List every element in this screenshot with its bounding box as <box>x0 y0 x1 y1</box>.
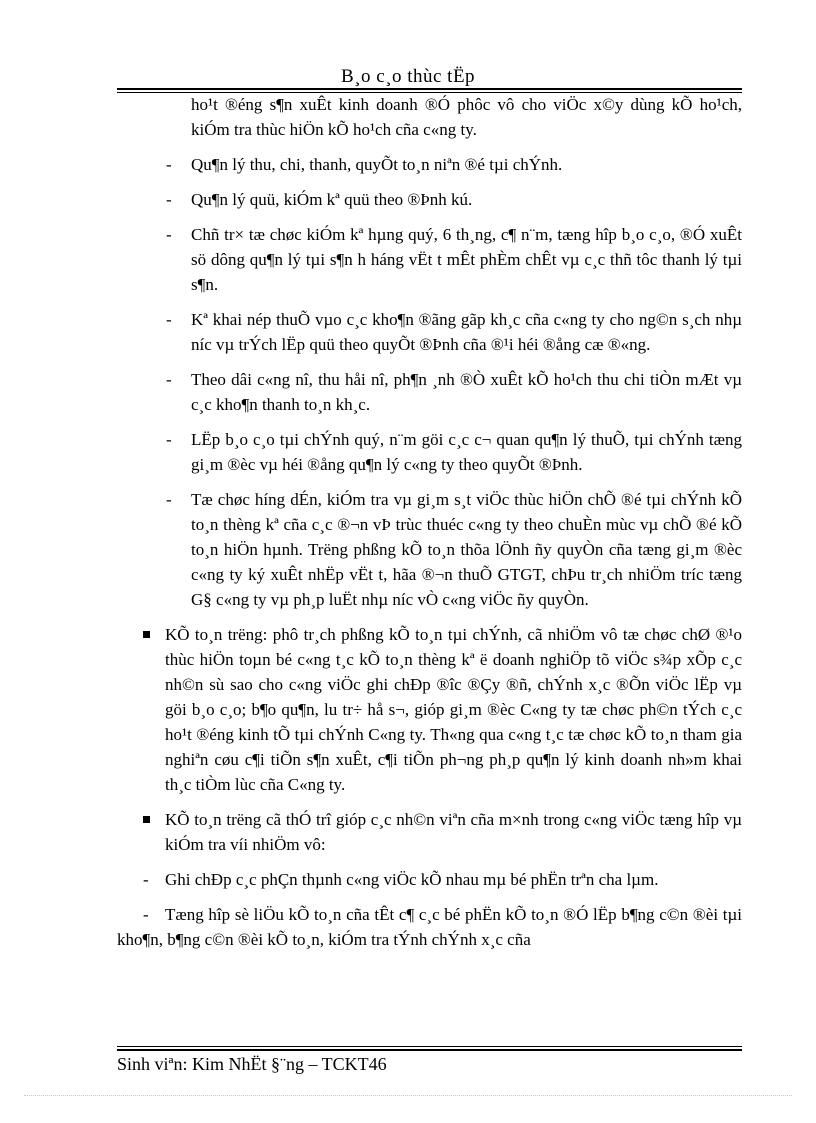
page-header-title: B¸o c¸o thùc tËp <box>340 66 476 87</box>
bullet-item-text: KÕ to¸n trëng: phô tr¸ch phßng kÕ to¸n tµi chÝnh, cã nhiÖm vô tæ chøc chØ ®¹o thùc hiÖn toµn bé c«ng t¸c kÕ to¸n thèng kª ë doanh nghiÖp tõ viÖc s¾p xÕp c¸c nh©n sù sao cho c«ng viÖc ghi chÐp ®îc ®Çy ®ñ, chÝnh x¸c ®Õn viÖc lËp vµ göi b¸o c¸o; b¶o qu¶n, lu tr÷ hå s¬, gióp gi¸m ®èc C«ng ty tæ chøc ph©n tÝch c¸c ho¹t ®éng kinh tÕ tµi chÝnh C«ng ty. Th«ng qua c«ng t¸c tæ chøc kÕ to¸n tham gia nghiªn cøu c¶i tiÕn s¶n xuÊt, c¶i tiÕn ph¬ng ph¸p qu¶n lý kinh doanh nh»m khai th¸c tiÒm lùc cña C«ng ty. <box>165 625 742 794</box>
bullet-item-text: KÕ to¸n trëng cã thÓ trî gióp c¸c nh©n viªn cña m×nh trong c«ng viÖc tæng hîp vµ kiÓm tra víi nhiÖm vô: <box>165 810 742 854</box>
intro-paragraph: ho¹t ®éng s¶n xuÊt kinh doanh ®Ó phôc vô cho viÖc x©y dùng kÕ ho¹ch, kiÓm tra thùc hiÖn kÕ ho¹ch cña c«ng ty. <box>191 95 742 139</box>
page-footer: Sinh viªn: Kim NhËt §¨ng – TCKT46 <box>117 1054 387 1074</box>
list-item <box>117 427 742 477</box>
footer-rule-thin <box>117 1046 742 1047</box>
bullet-list-item <box>117 807 742 857</box>
bullet-list-item <box>117 622 742 797</box>
list-item <box>117 867 742 892</box>
list-item <box>117 152 742 177</box>
dash-marker: - <box>166 310 172 329</box>
list-item-text: LËp b¸o c¸o tµi chÝnh quý, n¨m göi c¸c c¬ quan qu¶n lý thuÕ, tµi chÝnh tæng gi¸m ®èc vµ héi ®ång qu¶n lý c«ng ty theo quyÕt ®Þnh. <box>191 430 742 474</box>
dash-marker: - <box>143 905 149 924</box>
list-item-text: Theo dâi c«ng nî, thu håi nî, ph¶n ¸nh ®Ò xuÊt kÕ ho¹ch thu chi tiÒn mÆt vµ c¸c kho¶n thanh to¸n kh¸c. <box>191 370 742 414</box>
header-rule-thick <box>117 88 742 90</box>
closing-paragraph <box>117 902 742 952</box>
list-item-text: Qu¶n lý quü, kiÓm kª quü theo ®Þnh kú. <box>191 190 473 209</box>
list-item-text: Tæ chøc híng dÉn, kiÓm tra vµ gi¸m s¸t viÖc thùc hiÖn chÕ ®é tµi chÝnh kÕ to¸n thèng kª cña c¸c ®¬n vÞ trùc thuéc c«ng ty theo chuÈn mùc vµ chÕ ®é kÕ to¸n hiÖn hµnh. Trëng phßng kÕ to¸n thõa lÖnh ñy quyÒn cña tæng gi¸m ®èc c«ng ty ký xuÊt nhËp vËt t, hãa ®¬n thuÕ GTGT, chÞu tr¸ch nhiÖm tríc tæng G§ c«ng ty vµ ph¸p luËt nhµ níc vÒ c«ng viÖc ñy quyÒn. <box>191 490 742 609</box>
page-bottom-divider <box>24 1095 792 1096</box>
list-item <box>117 187 742 212</box>
dash-marker: - <box>166 370 172 389</box>
footer-rule-thick <box>117 1049 742 1051</box>
list-item-text: Kª khai nép thuÕ vµo c¸c kho¶n ®ãng gãp kh¸c cña c«ng ty cho ng©n s¸ch nhµ níc vµ trÝch lËp quü theo quyÕt ®Þnh cña ®¹i héi ®ång cæ ®«ng. <box>191 310 742 354</box>
dash-marker: - <box>166 225 172 244</box>
dash-marker: - <box>166 155 172 174</box>
dash-marker: - <box>143 870 149 889</box>
list-item-text: Qu¶n lý thu, chi, thanh, quyÕt to¸n niªn ®é tµi chÝnh. <box>191 155 563 174</box>
list-item <box>117 307 742 357</box>
dash-marker: - <box>166 190 172 209</box>
list-item <box>117 367 742 417</box>
square-bullet-icon <box>143 816 150 823</box>
closing-paragraph-text: Tæng hîp sè liÖu kÕ to¸n cña tÊt c¶ c¸c bé phËn kÕ to¸n ®Ó lËp b¶ng c©n ®èi tµi kho¶n, b¶ng c©n ®èi kÕ to¸n, kiÓm tra tÝnh chÝnh x¸c cña <box>117 905 742 949</box>
list-item-text: Chñ tr× tæ chøc kiÓm kª hµng quý, 6 th¸ng, c¶ n¨m, tæng hîp b¸o c¸o, ®Ó xuÊt sö dông qu¶n lý tµi s¶n h háng vËt t mÊt phÈm chÊt vµ c¸c thñ tôc thanh lý tµi s¶n. <box>191 225 742 294</box>
square-bullet-icon <box>143 631 150 638</box>
list-item <box>117 487 742 612</box>
dash-marker: - <box>166 490 172 509</box>
list-item-text: Ghi chÐp c¸c phÇn thµnh c«ng viÖc kÕ nhau mµ bé phËn trªn cha lµm. <box>165 870 659 889</box>
document-body <box>117 92 742 952</box>
list-item <box>117 222 742 297</box>
dash-marker: - <box>166 430 172 449</box>
